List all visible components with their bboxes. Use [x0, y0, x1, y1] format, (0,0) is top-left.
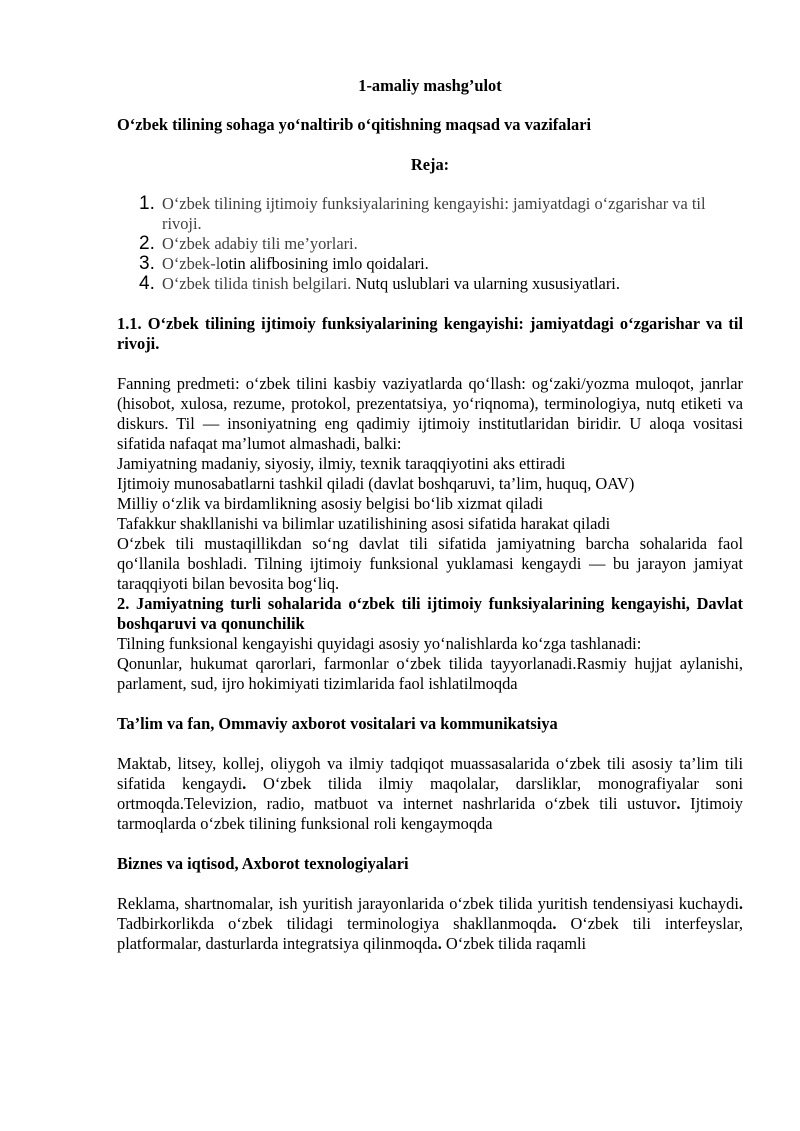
section-3-heading: Ta’lim va fan, Ommaviy axborot vositalari va kommunikatsiya	[117, 714, 558, 733]
plan-item-text-rest: otin alifbosining imlo qoidalari.	[220, 254, 429, 273]
text-line: Tilning funksional kengayishi quyidagi asosiy yo‘nalishlarda ko‘zga tashlanadi:	[117, 634, 642, 653]
section-1-heading: 1.1. O‘zbek tilining ijtimoiy funksiyalarining kengayishi: jamiyatdagi o‘zgarishar va til rivoji.	[117, 314, 743, 353]
section-4-heading: Biznes va iqtisod, Axborot texnologiyalari	[117, 854, 409, 873]
plan-item-number: 3.	[139, 253, 155, 274]
plan-item	[117, 194, 743, 234]
plan-heading: Reja:	[410, 155, 450, 174]
section-2-heading: 2. Jamiyatning turli sohalarida o‘zbek tili ijtimoiy funksiyalarining kengayishi, Davlat boshqaruvi va qonunchilik	[117, 594, 743, 633]
plan-item-number: 2.	[139, 233, 155, 254]
text-line: Tafakkur shakllanishi va bilimlar uzatilishining asosi sifatida harakat qiladi	[117, 514, 611, 533]
plan-item-text: O‘zbek tilida tinish belgilari.	[162, 274, 352, 293]
document-subtitle: O‘zbek tilining sohaga yo‘naltirib o‘qitishning maqsad va vazifalari	[117, 115, 592, 134]
plan-list	[117, 194, 743, 294]
plan-item-text-rest: Nutq uslublari va ularning xususiyatlari.	[351, 274, 620, 293]
paragraph-state-language: O‘zbek tili mustaqillikdan so‘ng davlat tili sifatida jamiyatning barcha sohalarida faol qo‘llanila boshladi. Tilning ijtimoiy funksional yuklamasi kengaydi — bu jarayon jamiyat taraqqiyoti bilan bevosita bog‘liq.	[117, 534, 743, 593]
text-line: Jamiyatning madaniy, siyosiy, ilmiy, texnik taraqqiyotini aks ettiradi	[117, 454, 566, 473]
paragraph-education: Maktab, litsey, kollej, oliygoh va ilmiy tadqiqot muassasalarida o‘zbek tili asosiy ta’lim tili sifatida kengaydi. O‘zbek tilida ilmiy maqolalar, darsliklar, monografiyalar soni ortmoqda.Televizion, radio, matbuot va internet nashrlarida o‘zbek tili ustuvor. Ijtimoiy tarmoqlarda o‘zbek tilining funksional roli kengaymoqda	[117, 754, 743, 833]
plan-item-text: O‘zbek-l	[162, 254, 221, 273]
plan-item-number: 4.	[139, 273, 155, 294]
document-page	[117, 72, 743, 954]
page-title: 1-amaliy mashg’ulot	[358, 76, 502, 95]
plan-item	[117, 274, 743, 294]
plan-item	[117, 234, 743, 254]
plan-item-text: O‘zbek tilining ijtimoiy funksiyalarining kengayishi: jamiyatdagi o‘zgarishar va til rivoji.	[162, 194, 706, 233]
text-line: Ijtimoiy munosabatlarni tashkil qiladi (davlat boshqaruvi, ta’lim, huquq, OAV)	[117, 474, 635, 493]
text-line: Milliy o‘zlik va birdamlikning asosiy belgisi bo‘lib xizmat qiladi	[117, 494, 544, 513]
paragraph-business: Reklama, shartnomalar, ish yuritish jarayonlarida o‘zbek tilida yuritish tendensiyasi kuchaydi. Tadbirkorlikda o‘zbek tilidagi terminologiya shakllanmoqda. O‘zbek tili interfeyslar, platformalar, dasturlarda integratsiya qilinmoqda. O‘zbek tilida raqamli	[117, 894, 743, 953]
paragraph-government: Qonunlar, hukumat qarorlari, farmonlar o‘zbek tilida tayyorlanadi.Rasmiy hujjat aylanishi, parlament, sud, ijro hokimiyati tizimlarida faol ishlatilmoqda	[117, 654, 743, 693]
plan-item-text: O‘zbek adabiy tili me’yorlari.	[162, 234, 358, 253]
plan-item	[117, 254, 743, 274]
paragraph-subject: Fanning predmeti: o‘zbek tilini kasbiy vaziyatlarda qo‘llash: og‘zaki/yozma muloqot, janrlar (hisobot, xulosa, rezume, protokol, prezentatsiya, yo‘riqnoma), terminologiya, nutq etiketi va diskurs. Til — insoniyatning eng qadimiy ijtimoiy institutlaridan biridir. U aloqa vositasi sifatida nafaqat ma’lumot almashadi, balki:	[117, 374, 743, 453]
plan-item-number: 1.	[139, 193, 155, 214]
